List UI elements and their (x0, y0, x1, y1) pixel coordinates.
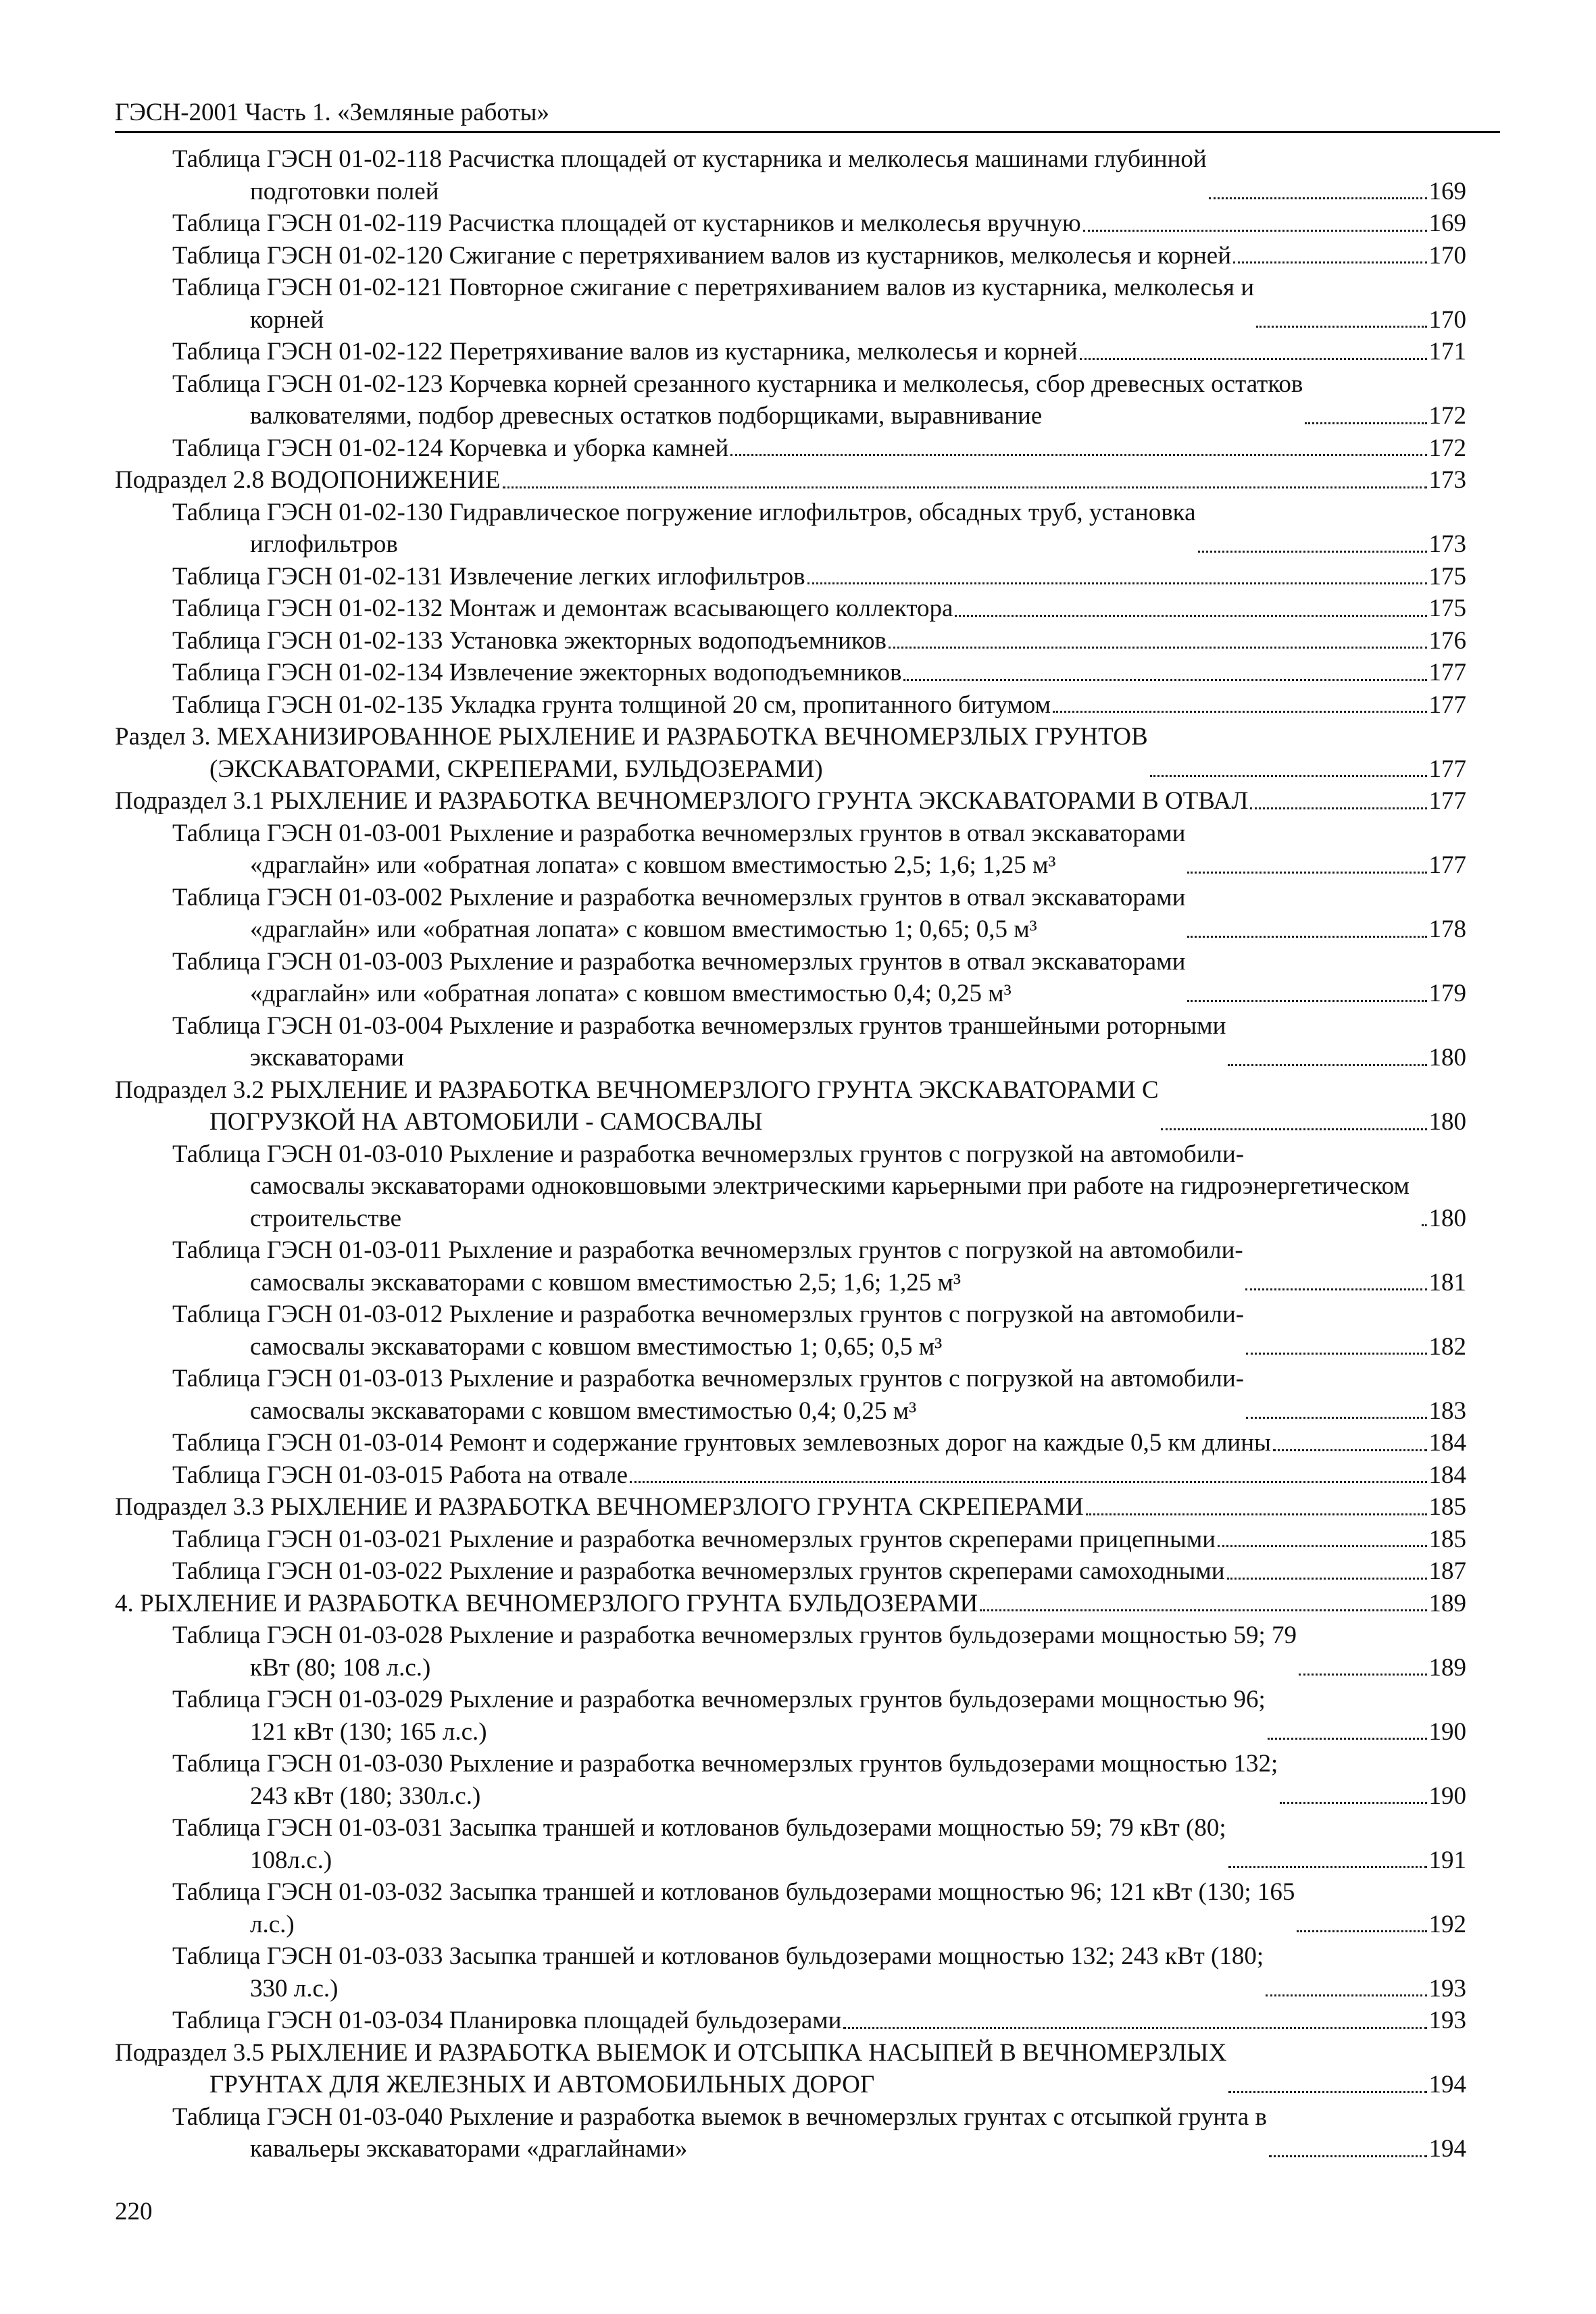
toc-entry-title-line: Таблица ГЭСН 01-02-134 Извлечение эжекторных водоподъемников (172, 659, 902, 686)
toc-entry-page: 169 (1428, 177, 1466, 205)
page-header (115, 98, 1500, 133)
toc-entry-title (172, 593, 953, 625)
toc-entry-page: 169 (1428, 209, 1466, 237)
dot-leader (1185, 913, 1428, 946)
toc-entry (115, 143, 1466, 207)
toc-entry-title-line: Раздел 3. МЕХАНИЗИРОВАННОЕ РЫХЛЕНИЕ И РАЗРАБОТКА ВЕЧНОМЕРЗЛЫХ ГРУНТОВ (115, 723, 1148, 751)
toc-entry-title-continuation: валкователями, подбор древесных остатков подборщиками, выравнивание (250, 402, 1043, 430)
toc-entry-title (172, 1812, 1226, 1876)
toc-entry-title-line: Таблица ГЭСН 01-03-015 Работа на отвале (172, 1461, 628, 1489)
toc-entry-title (172, 1138, 1420, 1235)
toc-entry-title (172, 2101, 1267, 2165)
dot-leader (1243, 1267, 1429, 1299)
toc-entry-title-line: Таблица ГЭСН 01-03-030 Рыхление и разработка вечномерзлых грунтов бульдозерами мощностью 132; (172, 1750, 1278, 1778)
toc-entry-title-line: Таблица ГЭСН 01-03-001 Рыхление и разработка вечномерзлых грунтов в отвал экскаваторами (172, 819, 1186, 847)
toc-entry-page: 177 (1428, 659, 1466, 686)
toc-entry-title-line: Таблица ГЭСН 01-03-021 Рыхление и разработка вечномерзлых грунтов скреперами прицепными (172, 1525, 1216, 1553)
toc-entry (115, 818, 1466, 882)
dot-leader (1196, 528, 1429, 561)
toc-entry-title (115, 721, 1148, 785)
toc-entry-title (172, 368, 1303, 432)
toc-entry-title-continuation: 243 кВт (180; 330л.с.) (250, 1782, 481, 1810)
toc-entry (115, 1812, 1466, 1876)
dot-leader (901, 657, 1428, 689)
toc-entry-title-line: Таблица ГЭСН 01-03-028 Рыхление и разработка вечномерзлых грунтов бульдозерами мощностью 59; 79 (172, 1621, 1297, 1649)
toc-entry-page: 170 (1428, 241, 1466, 270)
toc-entry-title-line: Таблица ГЭСН 01-03-010 Рыхление и разработка вечномерзлых грунтов с погрузкой на автомобили- (172, 1140, 1245, 1168)
toc-entry-title-line: Подраздел 3.1 РЫХЛЕНИЕ И РАЗРАБОТКА ВЕЧНОМЕРЗЛОГО ГРУНТА ЭКСКАВАТОРАМИ В ОТВАЛ (115, 787, 1249, 815)
toc-entry-page: 190 (1428, 1717, 1466, 1746)
toc-entry-title (172, 1619, 1297, 1684)
toc-entry-title-line: Таблица ГЭСН 01-02-120 Сжигание с перетряхиванием валов из кустарников, мелколесья и корней (172, 241, 1231, 270)
toc-entry (115, 2005, 1466, 2037)
toc-entry-title (172, 1010, 1226, 1074)
toc-entry (115, 1555, 1466, 1588)
toc-entry-title (172, 272, 1254, 336)
dot-leader (1278, 1780, 1428, 1813)
toc-entry-title (172, 689, 1051, 722)
toc-entry-title-line: Подраздел 3.5 РЫХЛЕНИЕ И РАЗРАБОТКА ВЫЕМОК И ОТСЫПКА НАСЫПЕЙ В ВЕЧНОМЕРЗЛЫХ (115, 2038, 1227, 2067)
toc-entry-title (172, 818, 1185, 882)
toc-entry-page: 170 (1428, 305, 1466, 334)
toc-entry-title (115, 1491, 1084, 1524)
dot-leader (1051, 689, 1429, 722)
toc-entry (115, 785, 1466, 818)
toc-entry-title (172, 1555, 1225, 1588)
dot-leader (805, 561, 1429, 593)
toc-entry-title-line: Таблица ГЭСН 01-02-132 Монтаж и демонтаж всасывающего коллектора (172, 595, 953, 622)
toc-entry (115, 240, 1466, 272)
toc-entry-title (172, 1234, 1243, 1299)
toc-entry-title-continuation: самосвалы экскаваторами с ковшом вместимостью 1; 0,65; 0,5 м³ (250, 1332, 943, 1361)
dot-leader (978, 1588, 1428, 1620)
toc-entry-title (115, 785, 1248, 818)
toc-entry-title (172, 240, 1231, 272)
dot-leader (1244, 1395, 1428, 1428)
toc-entry (115, 464, 1466, 497)
toc-entry (115, 1427, 1466, 1459)
toc-entry (115, 1074, 1466, 1138)
toc-entry (115, 207, 1466, 240)
toc-entry-page: 182 (1428, 1332, 1466, 1361)
dot-leader (1295, 1909, 1428, 1941)
toc-entry-page: 173 (1428, 466, 1466, 494)
toc-entry-title-continuation: самосвалы экскаваторами с ковшом вместимостью 2,5; 1,6; 1,25 м³ (250, 1268, 962, 1297)
dot-leader (1225, 1555, 1429, 1588)
toc-entry-page: 178 (1428, 915, 1466, 943)
toc-entry-title (172, 1363, 1244, 1427)
toc-entry-page: 185 (1428, 1493, 1466, 1521)
toc-entry-page: 179 (1428, 980, 1466, 1007)
toc-entry (115, 1684, 1466, 1748)
dot-leader (1207, 176, 1429, 208)
toc-entry-title-continuation: самосвалы экскаваторами одноковшовыми электрическими карьерными при работе на гидроэнергетическом строительстве (250, 1172, 1410, 1232)
toc-entry-title (172, 657, 901, 689)
toc-entry-title (172, 882, 1185, 946)
toc-entry (115, 2101, 1466, 2165)
toc-entry-title-continuation: «драглайн» или «обратная лопата» с ковшом вместимостью 2,5; 1,6; 1,25 м³ (250, 851, 1056, 879)
toc-entry (115, 432, 1466, 465)
toc-entry-page: 180 (1428, 1204, 1466, 1232)
toc-entry (115, 625, 1466, 657)
toc-entry-title-continuation: 121 кВт (130; 165 л.с.) (250, 1717, 487, 1746)
toc-entry-title-line: Подраздел 2.8 ВОДОПОНИЖЕНИЕ (115, 466, 501, 494)
toc-entry (115, 721, 1466, 785)
toc-entry-page: 172 (1428, 402, 1466, 430)
toc-entry (115, 561, 1466, 593)
toc-entry-title (172, 1427, 1271, 1459)
dot-leader (1185, 978, 1428, 1010)
dot-leader (1297, 1652, 1428, 1684)
toc-entry-title-continuation: л.с.) (250, 1910, 295, 1938)
toc-entry (115, 1524, 1466, 1556)
page-number: 220 (115, 2198, 153, 2225)
toc-entry-page: 171 (1428, 338, 1466, 366)
toc-entry-title-line: Таблица ГЭСН 01-03-031 Засыпка траншей и котлованов бульдозерами мощностью 59; 79 кВт (80; (172, 1814, 1226, 1842)
toc-entry-page: 190 (1428, 1782, 1466, 1810)
toc-entry-title-line: Таблица ГЭСН 01-02-130 Гидравлическое погружение иглофильтров, обсадных труб, установка (172, 498, 1196, 526)
toc-entry-title-line: Таблица ГЭСН 01-02-131 Извлечение легких иглофильтров (172, 562, 805, 590)
toc-entry-title-continuation: корней (250, 305, 324, 334)
toc-entry-title-line: Таблица ГЭСН 01-03-032 Засыпка траншей и котлованов бульдозерами мощностью 96; 121 кВт (130; 165 (172, 1878, 1295, 1906)
toc-entry (115, 1299, 1466, 1363)
toc-entry-title-line: Таблица ГЭСН 01-02-122 Перетряхивание валов из кустарника, мелколесья и корней (172, 338, 1078, 366)
dot-leader (1420, 1203, 1429, 1235)
toc-entry-title (115, 1588, 978, 1620)
toc-entry-title (172, 625, 887, 657)
toc-entry (115, 1491, 1466, 1524)
toc-entry (115, 882, 1466, 946)
toc-entry-title-continuation: ГРУНТАХ ДЛЯ ЖЕЛЕЗНЫХ И АВТОМОБИЛЬНЫХ ДОРОГ (209, 2071, 875, 2098)
toc-entry-page: 191 (1428, 1846, 1466, 1874)
toc-entry-title-line: Таблица ГЭСН 01-03-033 Засыпка траншей и котлованов бульдозерами мощностью 132; 243 кВт (180; (172, 1942, 1264, 1970)
toc-entry-page: 193 (1428, 2007, 1466, 2034)
dot-leader (1267, 2133, 1429, 2165)
toc-entry-title (172, 1299, 1244, 1363)
toc-entry (115, 1459, 1466, 1492)
dot-leader (1078, 336, 1429, 368)
toc-entry (115, 272, 1466, 336)
toc-entry-title-line: Таблица ГЭСН 01-03-040 Рыхление и разработка выемок в вечномерзлых грунтах с отсыпкой грунта в (172, 2103, 1267, 2131)
dot-leader (1303, 400, 1428, 432)
toc-entry-page: 184 (1428, 1461, 1466, 1489)
toc-entry-title-continuation: подготовки полей (250, 177, 439, 205)
toc-entry-title-continuation: 108л.с.) (250, 1846, 332, 1874)
toc-entry-page: 177 (1428, 755, 1466, 783)
dot-leader (1226, 1844, 1429, 1877)
toc-entry-page: 176 (1428, 626, 1466, 655)
toc-entry-title-line: Таблица ГЭСН 01-02-124 Корчевка и уборка камней (172, 434, 729, 462)
toc-entry-title (115, 464, 501, 497)
toc-entry-title (172, 432, 728, 465)
toc-entry-title-line: Таблица ГЭСН 01-03-003 Рыхление и разработка вечномерзлых грунтов в отвал экскаваторами (172, 947, 1186, 976)
toc-entry-title-line: Таблица ГЭСН 01-02-135 Укладка грунта толщиной 20 см, пропитанного битумом (172, 690, 1051, 719)
dot-leader (1248, 785, 1428, 818)
toc-entry-page: 189 (1428, 1589, 1466, 1617)
toc-entry-page: 192 (1428, 1910, 1466, 1938)
toc-entry-title-line: Таблица ГЭСН 01-03-012 Рыхление и разработка вечномерзлых грунтов с погрузкой на автомобили- (172, 1301, 1245, 1328)
toc-entry-title (172, 1524, 1216, 1556)
toc-entry-title-continuation: экскаваторами (250, 1044, 404, 1072)
toc-entry-page: 177 (1428, 851, 1466, 879)
dot-leader (1159, 1106, 1429, 1138)
toc-entry-title-line: Таблица ГЭСН 01-03-011 Рыхление и разработка вечномерзлых грунтов с погрузкой на автомобили- (172, 1236, 1243, 1264)
toc-entry-title-line: 4. РЫХЛЕНИЕ И РАЗРАБОТКА ВЕЧНОМЕРЗЛОГО ГРУНТА БУЛЬДОЗЕРАМИ (115, 1589, 978, 1617)
toc-entry-title-line: Таблица ГЭСН 01-03-029 Рыхление и разработка вечномерзлых грунтов бульдозерами мощностью 96; (172, 1686, 1266, 1713)
toc-entry-page: 175 (1428, 595, 1466, 622)
dot-leader (1081, 207, 1429, 240)
toc-entry-title (172, 946, 1185, 1010)
dot-leader (1244, 1331, 1428, 1363)
dot-leader (1216, 1524, 1428, 1556)
toc-entry-page: 181 (1428, 1268, 1466, 1297)
toc-entry-page: 187 (1428, 1557, 1466, 1585)
dot-leader (953, 593, 1428, 625)
toc-entry (115, 1588, 1466, 1620)
toc-entry-title-line: Таблица ГЭСН 01-02-123 Корчевка корней срезанного кустарника и мелколесья, сбор древесных остатков (172, 370, 1303, 398)
toc-entry-title-line: Подраздел 3.2 РЫХЛЕНИЕ И РАЗРАБОТКА ВЕЧНОМЕРЗЛОГО ГРУНТА ЭКСКАВАТОРАМИ С (115, 1076, 1159, 1104)
toc-entry-title (115, 2037, 1226, 2101)
toc-entry-title (172, 1876, 1295, 1940)
toc-entry-title-line: Таблица ГЭСН 01-03-014 Ремонт и содержание грунтовых землевозных дорог на каждые 0,5 км длины (172, 1429, 1271, 1457)
toc-entry-page: 189 (1428, 1653, 1466, 1682)
toc-entry (115, 593, 1466, 625)
toc-entry (115, 336, 1466, 368)
toc-entry-title-line: Таблица ГЭСН 01-02-119 Расчистка площадей от кустарников и мелколесья вручную (172, 209, 1081, 237)
toc-entry-title-line: Таблица ГЭСН 01-03-034 Планировка площадей бульдозерами (172, 2007, 842, 2034)
toc-entry-page: 183 (1428, 1397, 1466, 1425)
toc-entry-title (172, 1940, 1264, 2005)
toc-entry-title-line: Таблица ГЭСН 01-03-013 Рыхление и разработка вечномерзлых грунтов с погрузкой на автомобили- (172, 1365, 1245, 1392)
toc-entry (115, 368, 1466, 432)
toc-entry-title-line: Таблица ГЭСН 01-02-121 Повторное сжигание с перетряхиванием валов из кустарника, мелколесья и (172, 274, 1255, 301)
toc-entry-title (172, 1459, 628, 1492)
toc-entry-title-line: Таблица ГЭСН 01-03-004 Рыхление и разработка вечномерзлых грунтов траншейными роторными (172, 1011, 1226, 1040)
dot-leader (1148, 753, 1429, 786)
toc-entry-page: 185 (1428, 1525, 1466, 1553)
toc-entry-title (172, 497, 1196, 561)
toc-entry (115, 1234, 1466, 1299)
toc-entry-title (172, 561, 805, 593)
toc-entry-title-continuation: ПОГРУЗКОЙ НА АВТОМОБИЛИ - САМОСВАЛЫ (209, 1108, 763, 1136)
toc-entry-title (172, 1684, 1266, 1748)
toc-entry-title-continuation: «драглайн» или «обратная лопата» с ковшом вместимостью 1; 0,65; 0,5 м³ (250, 915, 1037, 943)
dot-leader (841, 2005, 1428, 2037)
toc-entry (115, 1363, 1466, 1427)
dot-leader (1254, 304, 1428, 336)
toc-entry-title-continuation: самосвалы экскаваторами с ковшом вместимостью 0,4; 0,25 м³ (250, 1397, 917, 1425)
toc-entry-page: 180 (1428, 1108, 1466, 1136)
toc-entry (115, 1138, 1466, 1235)
toc-entry-title-line: Таблица ГЭСН 01-03-022 Рыхление и разработка вечномерзлых грунтов скреперами самоходными (172, 1557, 1225, 1585)
toc-entry-title-continuation: «драглайн» или «обратная лопата» с ковшом вместимостью 0,4; 0,25 м³ (250, 980, 1012, 1007)
toc-entry (115, 657, 1466, 689)
toc-entry (115, 1940, 1466, 2005)
toc-entry-title (172, 2005, 841, 2037)
toc-entry (115, 497, 1466, 561)
toc-entry (115, 1619, 1466, 1684)
toc-entry-title (172, 336, 1078, 368)
dot-leader (1271, 1427, 1429, 1459)
toc-entry-title-line: Таблица ГЭСН 01-02-133 Установка эжекторных водоподъемников (172, 626, 887, 655)
toc-entry (115, 946, 1466, 1010)
table-of-contents (115, 143, 1466, 2165)
dot-leader (1185, 849, 1428, 882)
toc-entry-title-continuation: иглофильтров (250, 530, 398, 558)
toc-entry (115, 1010, 1466, 1074)
toc-entry-page: 175 (1428, 562, 1466, 590)
toc-entry-page: 172 (1428, 434, 1466, 462)
toc-entry-title-continuation: (ЭКСКАВАТОРАМИ, СКРЕПЕРАМИ, БУЛЬДОЗЕРАМИ) (209, 755, 823, 783)
toc-entry-page: 194 (1428, 2135, 1466, 2163)
toc-entry-title-line: Подраздел 3.3 РЫХЛЕНИЕ И РАЗРАБОТКА ВЕЧНОМЕРЗЛОГО ГРУНТА СКРЕПЕРАМИ (115, 1493, 1084, 1521)
toc-entry-title-continuation: кавальеры экскаваторами «драглайнами» (250, 2135, 688, 2163)
dot-leader (1266, 1716, 1429, 1749)
dot-leader (628, 1459, 1428, 1492)
dot-leader (887, 625, 1429, 657)
toc-entry-page: 173 (1428, 530, 1466, 558)
toc-entry-title (172, 143, 1207, 207)
toc-entry (115, 689, 1466, 722)
dot-leader (1264, 1973, 1428, 2005)
dot-leader (728, 432, 1428, 465)
toc-entry (115, 2037, 1466, 2101)
dot-leader (501, 464, 1429, 497)
toc-entry-title (172, 207, 1081, 240)
toc-entry-title-line: Таблица ГЭСН 01-03-002 Рыхление и разработка вечномерзлых грунтов в отвал экскаваторами (172, 883, 1186, 911)
dot-leader (1226, 1042, 1428, 1074)
toc-entry-page: 180 (1428, 1044, 1466, 1072)
toc-entry-page: 177 (1428, 787, 1466, 815)
dot-leader (1226, 2069, 1428, 2101)
toc-entry (115, 1876, 1466, 1940)
toc-entry-page: 177 (1428, 690, 1466, 719)
toc-entry-title-continuation: 330 л.с.) (250, 1974, 339, 2003)
toc-entry-title (115, 1074, 1159, 1138)
dot-leader (1231, 240, 1429, 272)
toc-entry-page: 194 (1428, 2071, 1466, 2098)
toc-entry-page: 184 (1428, 1429, 1466, 1457)
toc-entry-title (172, 1748, 1278, 1812)
toc-entry-title-line: Таблица ГЭСН 01-02-118 Расчистка площадей от кустарника и мелколесья машинами глубинной (172, 145, 1207, 173)
toc-entry (115, 1748, 1466, 1812)
toc-entry-page: 193 (1428, 1974, 1466, 2003)
running-title: ГЭСН-2001 Часть 1. «Земляные работы» (115, 99, 549, 126)
toc-entry-title-continuation: кВт (80; 108 л.с.) (250, 1653, 431, 1682)
dot-leader (1084, 1491, 1429, 1524)
